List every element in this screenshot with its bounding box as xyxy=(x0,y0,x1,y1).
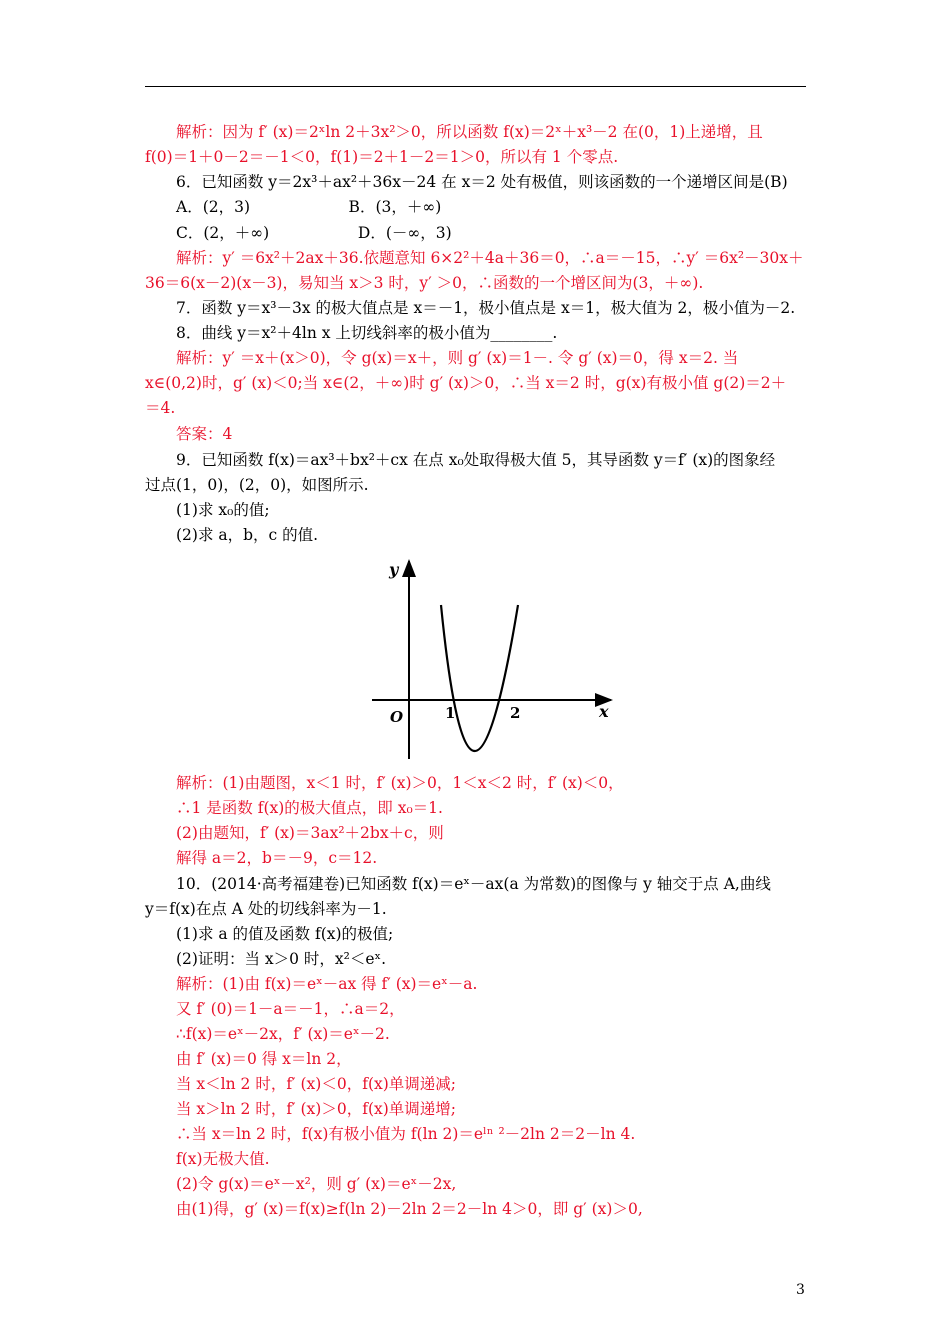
text-line: 由(1)得，g′ (x)＝f(x)≥f(ln 2)－2ln 2＝2－ln 4＞0，即 g′ (x)＞0, xyxy=(176,1200,643,1218)
derivative-graph xyxy=(368,555,618,767)
text-line: 又 f′ (0)＝1－a＝－1，∴a＝2， xyxy=(176,1000,405,1018)
text-line: 解析：y′ ＝x＋(x＞0)，令 g(x)＝x＋，则 g′ (x)＝1－. 令 g′ (x)＝0，得 x＝2. 当 xyxy=(176,349,739,367)
y-axis-label: y xyxy=(389,560,399,579)
text-line: C．(2，＋∞) D．(－∞，3) xyxy=(176,224,452,242)
text-line: 当 x＞ln 2 时，f′ (x)＞0，f(x)单调递增; xyxy=(176,1100,456,1118)
page-number: 3 xyxy=(796,1282,805,1298)
text-line: 36＝6(x－2)(x－3)，易知当 x＞3 时，y′ ＞0，∴函数的一个增区间为(3，＋∞). xyxy=(145,274,704,292)
header-rule xyxy=(145,86,806,87)
text-line: 10．(2014·高考福建卷)已知函数 f(x)＝eˣ－ax(a 为常数)的图像与 y 轴交于点 A,曲线 xyxy=(176,875,771,893)
text-line: 当 x＜ln 2 时，f′ (x)＜0，f(x)单调递减; xyxy=(176,1075,456,1093)
text-line: A．(2，3) B．(3，＋∞) xyxy=(176,198,442,216)
text-line: (1)求 a 的值及函数 f(x)的极值; xyxy=(176,925,394,943)
text-line: x∈(0,2)时，g′ (x)＜0;当 x∈(2，＋∞)时 g′ (x)＞0，∴当 x＝2 时，g(x)有极小值 g(2)＝2＋ xyxy=(145,374,787,392)
text-line: (2)由题知，f′ (x)＝3ax²＋2bx＋c，则 xyxy=(176,824,444,842)
text-line: 解得 a＝2，b＝－9，c＝12. xyxy=(176,849,378,867)
parabola-curve xyxy=(441,605,521,751)
text-line: ∴1 是函数 f(x)的极大值点，即 x₀＝1. xyxy=(176,799,443,817)
text-line: 解析：因为 f′ (x)＝2ˣln 2＋3x²＞0，所以函数 f(x)＝2ˣ＋x³－2 在(0，1)上递增，且 xyxy=(176,123,763,141)
text-line: (2)证明：当 x＞0 时，x²＜eˣ. xyxy=(176,950,387,968)
text-line: y＝f(x)在点 A 处的切线斜率为－1. xyxy=(145,900,387,918)
text-line: (1)求 x₀的值; xyxy=(176,501,270,519)
text-line: 8．曲线 y＝x²＋4ln x 上切线斜率的极小值为________. xyxy=(176,324,558,342)
text-line: 由 f′ (x)＝0 得 x＝ln 2， xyxy=(176,1050,352,1068)
origin-label: O xyxy=(390,708,404,726)
text-line: (2)令 g(x)＝eˣ－x²，则 g′ (x)＝eˣ－2x, xyxy=(176,1175,457,1193)
text-line: 6．已知函数 y＝2x³＋ax²＋36x－24 在 x＝2 处有极值，则该函数的一个递增区间是(B) xyxy=(176,173,788,191)
text-line: ∴当 x＝ln 2 时，f(x)有极小值为 f(ln 2)＝eˡⁿ ²－2ln 2＝2－ln 4. xyxy=(176,1125,636,1143)
tick-label-1: 1 xyxy=(445,704,456,722)
text-line: f(0)＝1＋0－2＝－1＜0，f(1)＝2＋1－2＝1＞0，所以有 1 个零点. xyxy=(145,148,619,166)
tick-label-2: 2 xyxy=(510,704,521,722)
text-line: ∴f(x)＝eˣ－2x，f′ (x)＝eˣ－2. xyxy=(176,1025,390,1043)
text-line: 解析：(1)由 f(x)＝eˣ－ax 得 f′ (x)＝eˣ－a. xyxy=(176,975,478,993)
text-line: 解析：y′ ＝6x²＋2ax＋36.依题意知 6×2²＋4a＋36＝0，∴a＝－15，∴y′ ＝6x²－30x＋ xyxy=(176,249,804,267)
text-line: 答案：4 xyxy=(176,425,233,443)
text-line: ＝4. xyxy=(145,399,176,417)
text-line: 过点(1，0)，(2，0)，如图所示. xyxy=(145,476,369,494)
text-line: 解析：(1)由题图，x＜1 时，f′ (x)＞0，1＜x＜2 时，f′ (x)＜0， xyxy=(176,774,624,792)
text-line: 7．函数 y＝x³－3x 的极大值点是 x＝－1，极小值点是 x＝1，极大值为 2，极小值为－2. xyxy=(176,299,796,317)
text-line: 9．已知函数 f(x)＝ax³＋bx²＋cx 在点 x₀处取得极大值 5，其导函数 y＝f′ (x)的图象经 xyxy=(176,451,776,469)
text-line: (2)求 a，b，c 的值. xyxy=(176,526,319,544)
text-line: f(x)无极大值. xyxy=(176,1150,270,1168)
x-axis-label: x xyxy=(599,702,609,721)
